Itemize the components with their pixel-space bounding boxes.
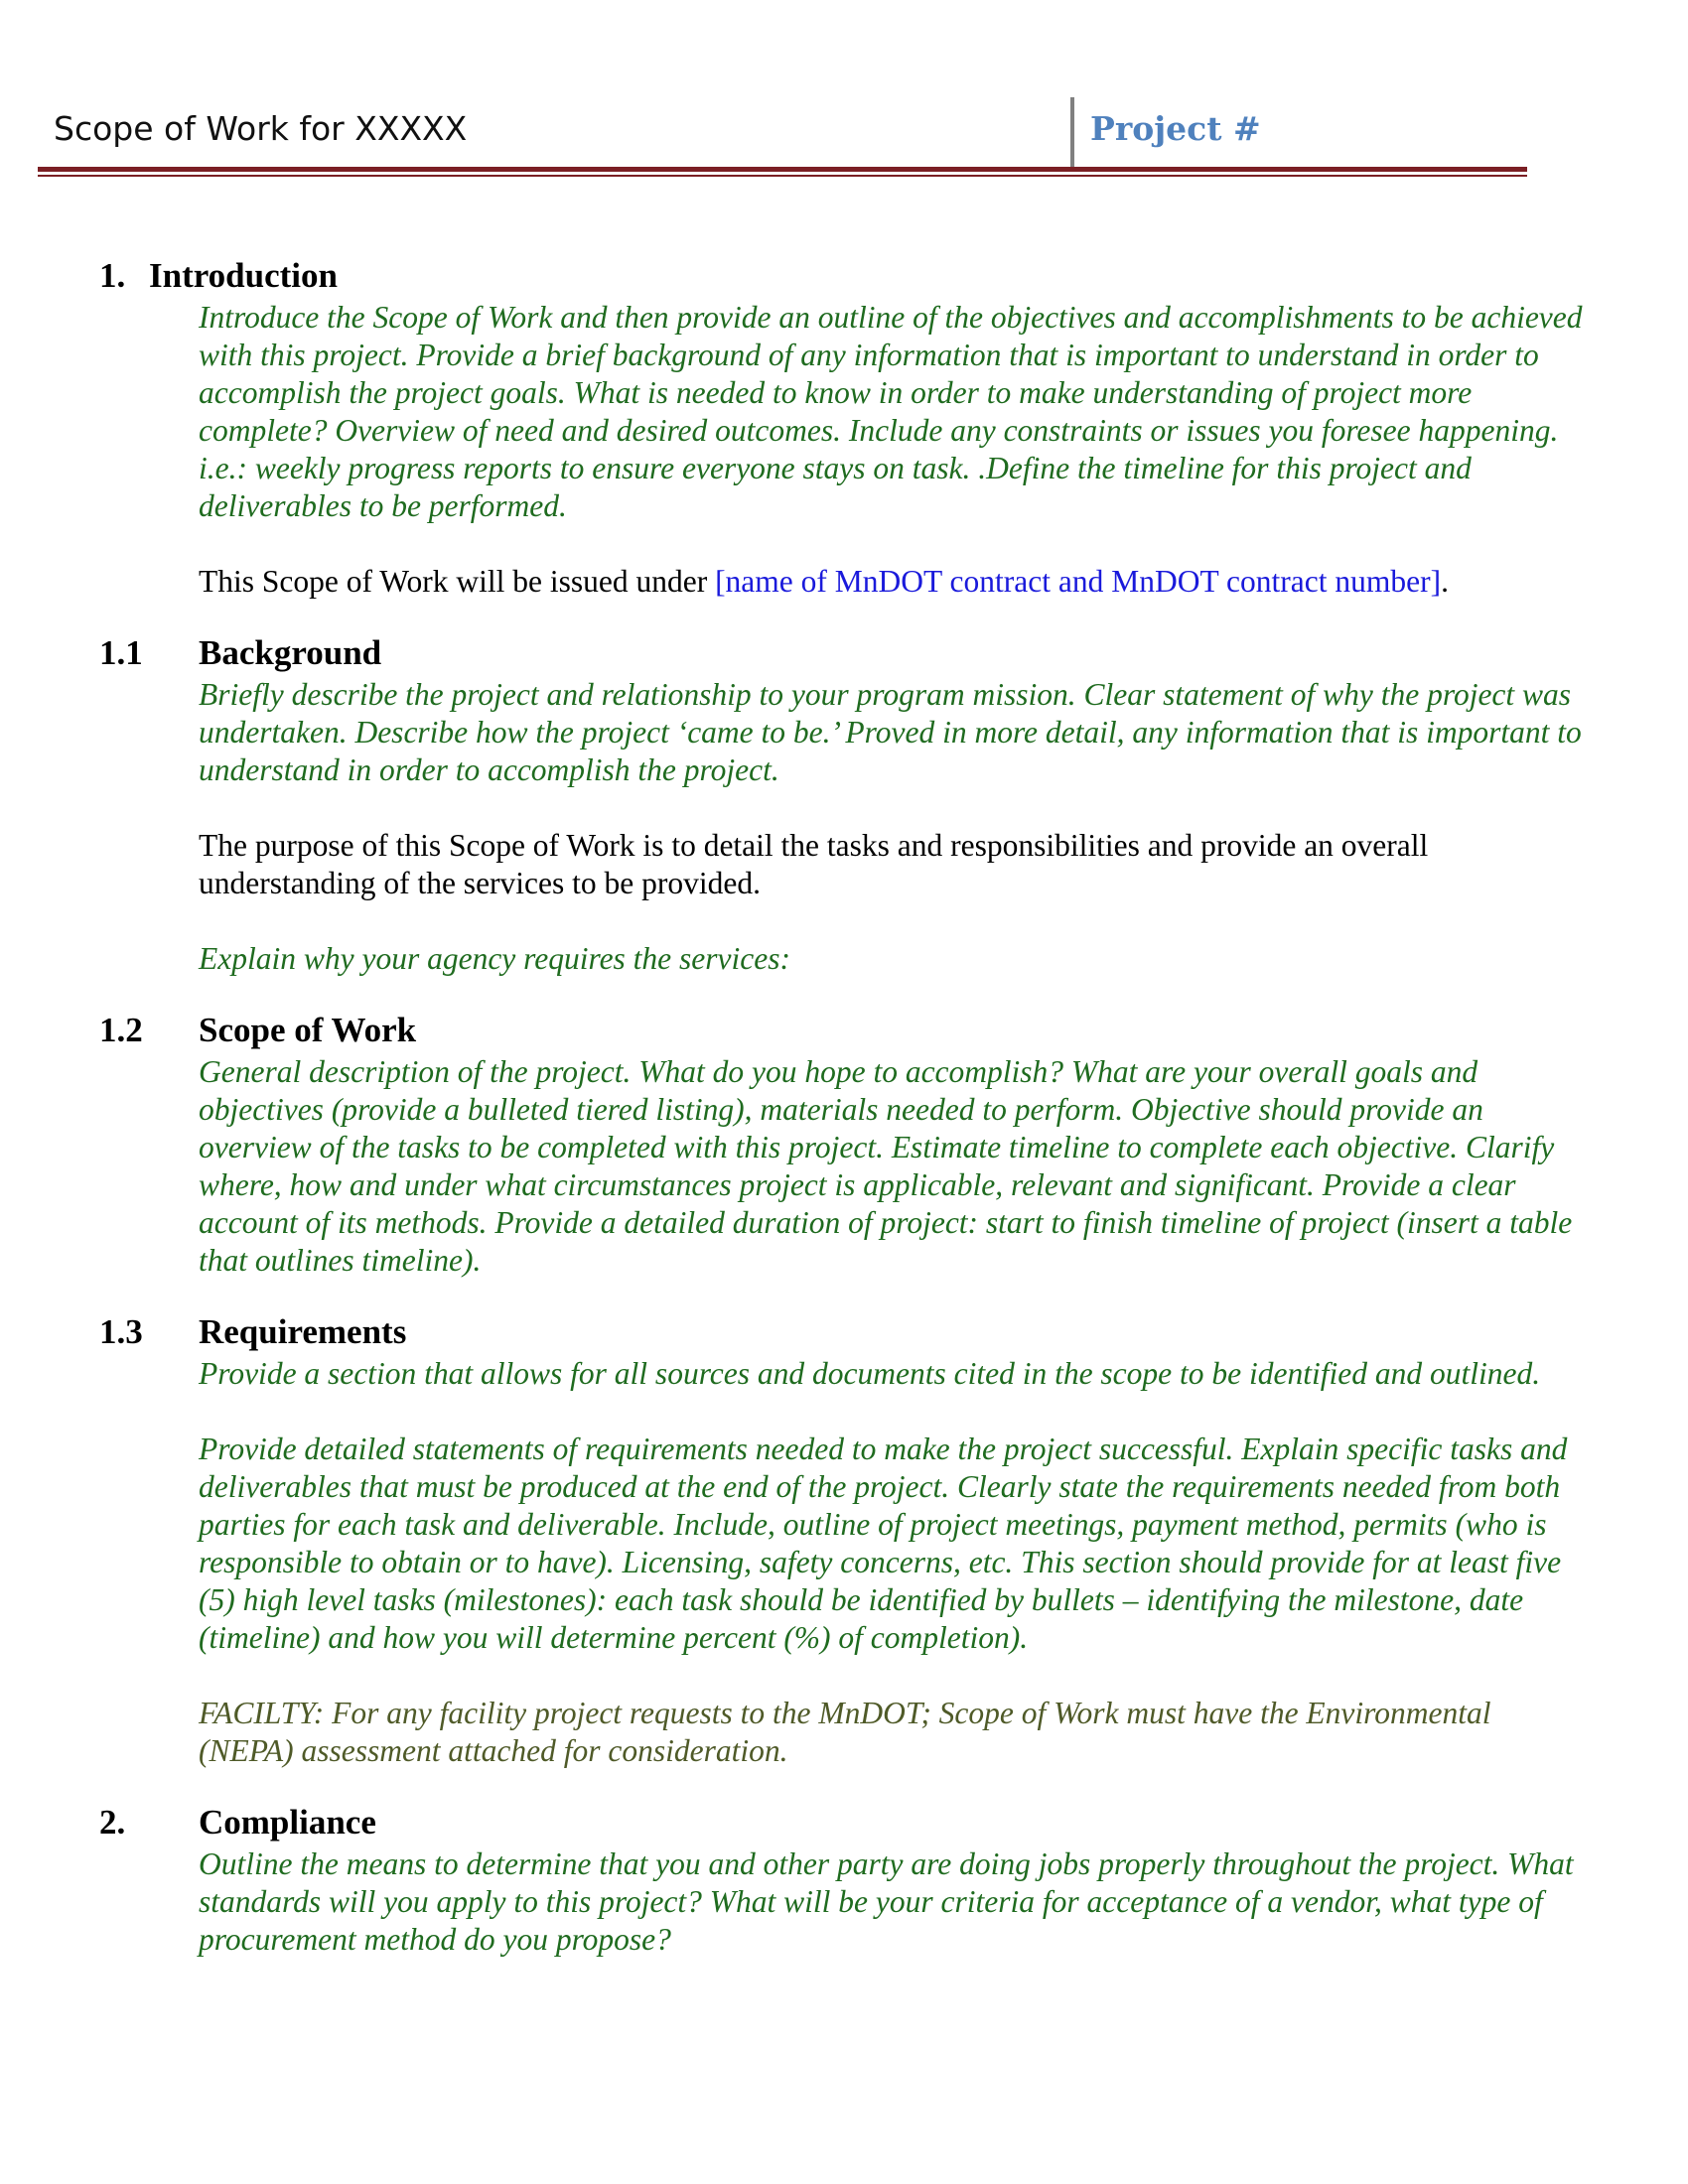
introduction-statement	[199, 563, 1589, 601]
statement-suffix: .	[1441, 564, 1449, 599]
section-title: Scope of Work	[199, 1011, 417, 1049]
background-guidance: Briefly describe the project and relationship to your program mission. Clear statement of why the project was undertaken. Describe how the project ‘came to be.’ Proved in more detail, any information that is important to understand in order to accomplish the project.	[199, 677, 1582, 787]
section-number: 1.3	[99, 1312, 143, 1351]
section-title: Requirements	[199, 1312, 407, 1351]
section-number: 2.	[99, 1803, 126, 1842]
section-title: Background	[199, 633, 382, 672]
section-heading-compliance	[99, 1800, 1589, 1845]
compliance-guidance: Outline the means to determine that you and other party are doing jobs properly throughout the project. What standards will you apply to this project? What will be your criteria for acceptance of a vendor, what type of procurement method do you propose?	[199, 1846, 1574, 1957]
section-number: 1.	[99, 256, 126, 295]
page-header	[38, 97, 1527, 175]
header-rule-thin	[38, 175, 1527, 177]
header-rule-thick	[38, 167, 1527, 172]
section-title: Compliance	[199, 1803, 376, 1842]
document-title: Scope of Work for XXXXX	[54, 109, 468, 148]
contract-placeholder: [name of MnDOT contract and MnDOT contract number]	[715, 564, 1442, 599]
section-heading-background	[99, 630, 1589, 676]
statement-prefix: This Scope of Work will be issued under	[199, 564, 716, 599]
background-explain: Explain why your agency requires the services:	[199, 941, 790, 976]
section-title: Introduction	[149, 256, 338, 295]
section-heading-introduction	[99, 253, 1589, 299]
document-body	[99, 253, 1589, 1959]
section-number: 1.1	[99, 633, 143, 672]
requirements-facility-note: FACILTY: For any facility project requests to the MnDOT; Scope of Work must have the Environmental (NEPA) assessment attached for consideration.	[199, 1696, 1491, 1768]
project-number-label: Project #	[1090, 109, 1261, 148]
introduction-guidance: Introduce the Scope of Work and then provide an outline of the objectives and accomplishments to be achieved with this project. Provide a brief background of any information that is important to understand in order to accomplish the project goals. What is needed to know in order to make understanding of project more complete? Overview of need and desired outcomes. Include any constraints or issues you foresee happening. i.e.: weekly progress reports to ensure everyone stays on task. .Define the timeline for this project and deliverables to be performed.	[199, 300, 1583, 523]
scope-guidance: General description of the project. What do you hope to accomplish? What are your overall goals and objectives (provide a bulleted tiered listing), materials needed to perform. Objective should provide an overview of the tasks to be completed with this project. Estimate timeline to complete each objective. Clarify where, how and under what circumstances project is applicable, relevant and significant. Provide a clear account of its methods. Provide a detailed duration of project: start to finish timeline of project (insert a table that outlines timeline).	[199, 1054, 1573, 1278]
section-number: 1.2	[99, 1011, 143, 1049]
section-heading-requirements	[99, 1309, 1589, 1355]
requirements-sources: Provide a section that allows for all sources and documents cited in the scope to be identified and outlined.	[199, 1356, 1541, 1391]
background-purpose: The purpose of this Scope of Work is to detail the tasks and responsibilities and provide an overall understanding of the services to be provided.	[199, 828, 1429, 900]
header-separator	[1070, 97, 1074, 167]
requirements-statements: Provide detailed statements of requirements needed to make the project successful. Explain specific tasks and deliverables that must be produced at the end of the project. Clearly state the requirements needed from both parties for each task and deliverable. Include, outline of project meetings, payment method, permits (who is responsible to obtain or to have). Licensing, safety concerns, etc. This section should provide for at least five (5) high level tasks (milestones): each task should be identified by bullets – identifying the milestone, date (timeline) and how you will determine percent (%) of completion).	[199, 1432, 1568, 1655]
section-heading-scope-of-work	[99, 1008, 1589, 1053]
